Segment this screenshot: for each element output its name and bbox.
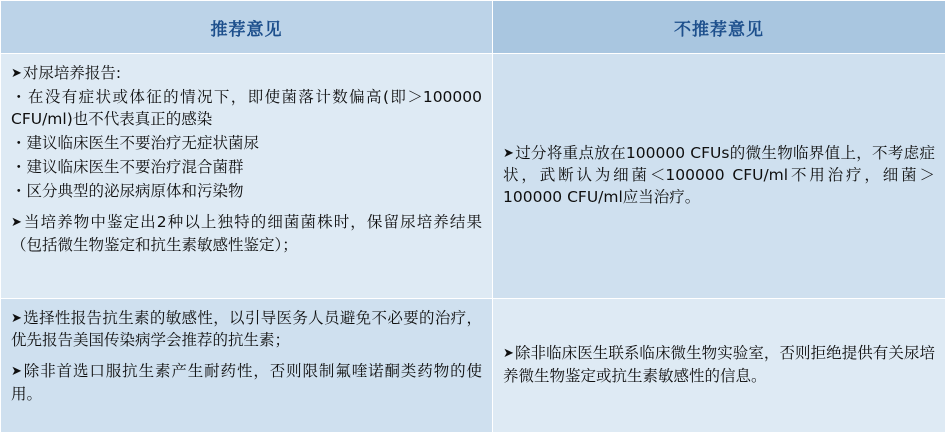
rec-1-line-2: ・ 在没有症状或体征的情况下，即使菌落计数偏高(即＞100000 CFU/ml)也不代表真正的感染 [11, 86, 482, 130]
cell-not-recommended-2 [493, 298, 945, 432]
not-rec-2-text: ➤ 除非临床医生联系临床微生物实验室，否则拒绝提供有关尿培养微生物鉴定或抗生素敏感性的信息。 [503, 342, 935, 386]
table-header-row [1, 1, 945, 54]
rec-1-line-5: ・ 区分典型的泌尿病原体和污染物 [11, 180, 482, 202]
cell-not-recommended-1 [493, 54, 945, 299]
rec-4-line-1: ➤ 除非首选口服抗生素产生耐药性，否则限制氟喹诺酮类药物的使用。 [11, 360, 482, 404]
rec-1-line-4: ・ 建议临床医生不要治疗混合菌群 [11, 156, 482, 178]
table-body [1, 54, 945, 433]
cell-recommendations-group-1 [1, 54, 493, 299]
rec-1-line-1: ➤ 对尿培养报告: [11, 62, 482, 84]
rec-2-line-1: ➤ 当培养物中鉴定出2种以上独特的细菌菌株时，保留尿培养结果（包括微生物鉴定和抗生素敏感性鉴定）； [11, 211, 482, 255]
rec-1-line-3: ・ 建议临床医生不要治疗无症状菌尿 [11, 132, 482, 154]
rec-3-line-1: ➤ 选择性报告抗生素的敏感性，以引导医务人员避免不必要的治疗，优先报告美国传染病学会推荐的抗生素； [11, 307, 482, 351]
table-row [1, 54, 945, 299]
recommendation-block-4 [11, 360, 482, 404]
table-row [1, 298, 945, 432]
recommendation-block-1 [11, 62, 482, 202]
recommendation-block-2 [11, 211, 482, 255]
not-rec-1-text: ➤ 过分将重点放在100000 CFUs的微生物临界值上，不考虑症状，武断认为细菌＜100000 CFU/ml不用治疗，细菌＞100000 CFU/ml应当治疗。 [503, 142, 935, 208]
header-recommended: 推荐意见 [1, 1, 493, 54]
table-header [1, 1, 945, 54]
cell-recommendations-group-2 [1, 298, 493, 432]
header-not-recommended: 不推荐意见 [493, 1, 945, 54]
recommendation-block-3 [11, 307, 482, 351]
